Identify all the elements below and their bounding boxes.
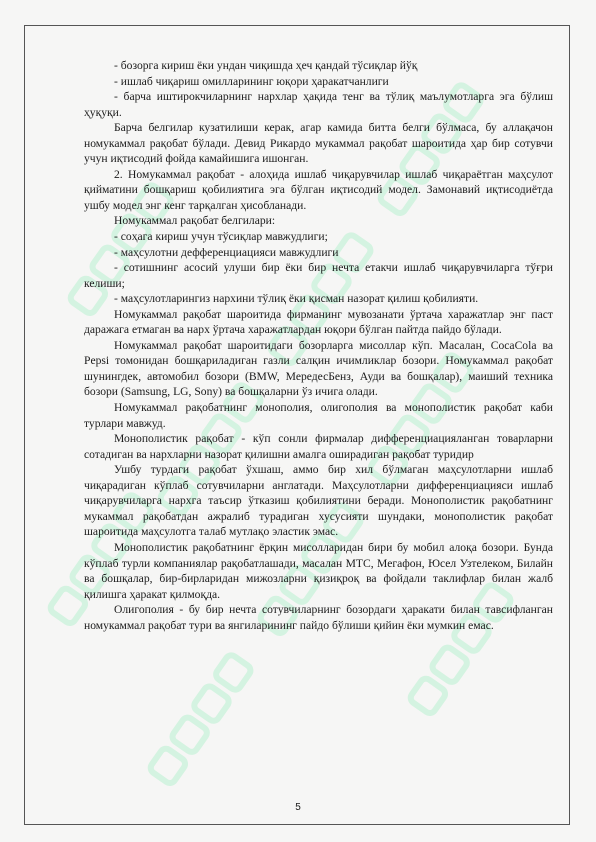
paragraph: Олигополия - бу бир нечта сотувчиларнинг бозордаги ҳаракати билан тавсифланган номукаммал рақобат тури ва янгиларининг пайдо бўлиши қийин ёки мумкин емас. — [84, 603, 553, 632]
paragraph: 2. Номукаммал рақобат - алоҳида ишлаб чиқарувчилар ишлаб чиқараётган маҳсулот қийматини бошқариш қобилиятига эга бўлган иқтисодий модел. Замонавий иқтисодиётда ушбу модел энг кенг тарқалган ҳисобланади. — [84, 167, 553, 212]
paragraph: - маҳсулотларингиз нархини тўлиқ ёки қисман назорат қилиш қобилияти. — [114, 292, 479, 306]
paragraph: Номукаммал рақобат белгилари: — [114, 214, 276, 228]
page-number: 5 — [295, 802, 301, 813]
paragraph: - ишлаб чиқариш омилларининг юқори ҳаракатчанлиги — [114, 74, 389, 88]
paragraph: Номукаммал рақобат шароитида фирманинг мувозанати ўртача харажатлар энг паст даражага етмаган ва нарх ўртача харажатлардан юқори бўлган пайтда пайдо бўлади. — [84, 307, 553, 337]
paragraph: - соҳага кириш учун тўсиқлар мавжудлиги; — [114, 230, 328, 244]
paragraph: - маҳсулотни дефференциацияси мавжудлиги — [114, 245, 339, 259]
paragraph: - бозорга кириш ёки ундан чиқишда ҳеч қандай тўсиқлар йўқ — [114, 59, 418, 72]
paragraph: Номукаммал рақобат шароитидаги бозорларга мисоллар кўп. Масалан, CocaCola ва Pepsi томонидан бошқариладиган газли салқин ичимликлар бозори. Номукаммал рақобат шунингдек, автомобил бозори (BMW, МередесБенз, Ауди ва бошқалар), маиший техника бозори (Samsung, LG, Sony) ва бошқаларни ўз ичига олади. — [84, 338, 553, 399]
paragraph: - сотишнинг асосий улуши бир ёки бир нечта етакчи ишлаб чиқарувчиларга тўғри келиши; — [84, 261, 553, 290]
paragraph: Номукаммал рақобатнинг монополия, олигополия ва монополистик рақобат каби турлари мавжуд. — [84, 401, 553, 430]
document-body — [84, 58, 553, 633]
paragraph: Монополистик рақобатнинг ёрқин мисолларидан бири бу мобил алоқа бозори. Бунда кўплаб турли компаниялар рақобатлашади, масалан МТС, Мегафон, Юсел Узтелеком, Билайн ва бошқалар, бир-бирларидан мижозларни қизиқроқ ва фойдали таклифлар билан жалб қилишга ҳаракат қилмоқда. — [84, 540, 553, 601]
paragraph: - барча иштирокчиларнинг нархлар ҳақида тенг ва тўлиқ маълумотларга эга бўлиш ҳуқуқи. — [84, 90, 553, 119]
paragraph: Барча белгилар кузатилиши керак, агар камида битта белги бўлмаса, бу аллақачон номукаммал рақобат бўлади. Девид Рикардо мукаммал рақобат шароитида ҳар бир сотувчи учун иқтисодий фойда камайишига ишонган. — [84, 121, 553, 166]
paragraph: Монополистик рақобат - кўп сонли фирмалар дифференциацияланган товарларни сотадиган ва нархларни назорат қилишни амалга оширадиган рақобат туридир — [84, 432, 553, 461]
paragraph: Ушбу турдаги рақобат ўхшаш, аммо бир хил бўлмаган маҳсулотларни ишлаб чиқарадиган кўплаб сотувчиларни англатади. Маҳсулотларни дифференциацияси ишлаб чиқарувчиларга нархга таъсир ўтказиш қобилиятини беради. Монополистик рақобатнинг мукаммал рақобатдан ажралиб турадиган хусусияти шундаки, монополистик рақобат шароитида маҳсулотга талаб мутлақо эластик эмас. — [84, 463, 553, 539]
